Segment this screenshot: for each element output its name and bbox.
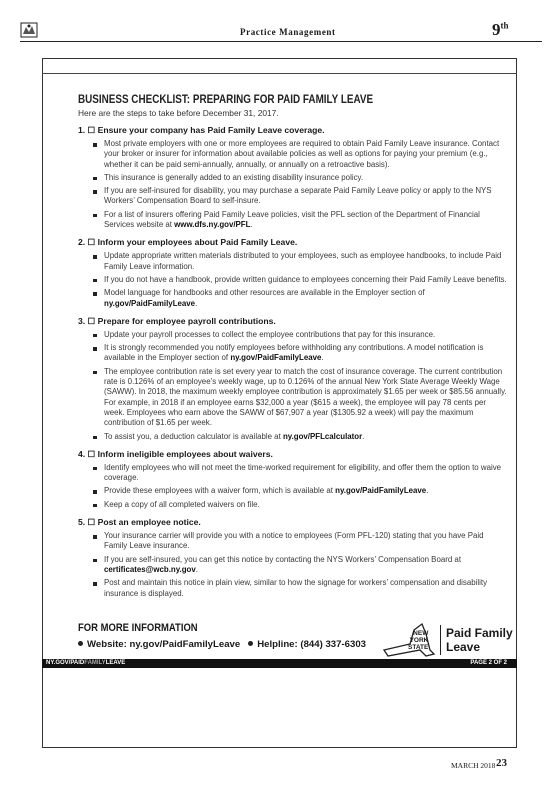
list-item: Update your payroll processes to collect the employee contributions that pay for this insurance.: [104, 330, 508, 340]
list-item: If you are self-insured for disability, you may purchase a separate Paid Family Leave policy or apply to the NYS Workers’ Compensation Board to self-insure.: [104, 186, 508, 207]
bullet-list: [78, 531, 508, 599]
bullet-list: [78, 330, 508, 442]
list-item: If you are self-insured, you can get this notice by contacting the NYS Workers’ Compensation Board at certificates@wcb.ny.gov.: [104, 555, 508, 576]
section-heading: 4. ☐ Inform ineligible employees about waivers.: [78, 448, 273, 459]
list-item: Keep a copy of all completed waivers on file.: [104, 500, 508, 510]
contact-line: [78, 639, 366, 650]
bullet-list: [78, 139, 508, 230]
list-item: To assist you, a deduction calculator is available at ny.gov/PFLcalculator.: [104, 432, 508, 442]
checklist-sections: [78, 125, 508, 599]
checklist-section: [78, 237, 508, 308]
footer-bar: [42, 659, 517, 668]
bullet-icon: [248, 641, 253, 646]
list-item: For a list of insurers offering Paid Family Leave policies, visit the PFL section of the Department of Financial Services website at www.dfs.ny.gov/PFL.: [104, 210, 508, 231]
more-info: [78, 622, 366, 650]
list-item: This insurance is generally added to an existing disability insurance policy.: [104, 173, 508, 183]
resource-link[interactable]: ny.gov/PaidFamilyLeave: [230, 353, 322, 363]
list-item: Your insurance carrier will provide you with a notice to employees (Form PFL-120) stating that you have Paid Family Leave insurance.: [104, 531, 508, 552]
resource-link[interactable]: ny.gov/PFLcalculator: [282, 431, 363, 441]
page-number: 23: [496, 757, 507, 769]
resource-link[interactable]: ny.gov/PaidFamilyLeave: [104, 298, 196, 308]
bar-url: NY.GOV/PAIDFAMILYLEAVE: [46, 660, 126, 666]
helpline: Helpline: (844) 337-6303: [257, 639, 366, 650]
section-heading: 3. ☐ Prepare for employee payroll contributions.: [78, 315, 276, 326]
list-item: Update appropriate written materials distributed to your employees, such as employee handbooks, to include Paid Family Leave information.: [104, 251, 508, 272]
bar-page: PAGE 2 OF 2: [470, 660, 507, 666]
checklist: [78, 94, 508, 602]
checklist-section: [78, 449, 508, 510]
logo-divider: [440, 625, 441, 655]
resource-link[interactable]: www.dfs.ny.gov/PFL: [174, 220, 251, 230]
list-item: The employee contribution rate is set every year to match the cost of insurance coverage. The current contribution rate is 0.126% of an employee’s weekly wage, up to 0.126% of the annual New York State Average Weekly Wage (SAWW). In 2018, the maximum weekly employee contribution is approximately $1.65 per week or $85.56 annually. For example, in 2018 if an employee earns $32,000 a year ($615 a week), the employee will pay 78 cents per week. Employees who earn above the SAWW of $67,907 a year ($1305.92 a week) will pay the maximum contribution of $1.65 per week.: [104, 366, 507, 428]
checklist-section: [78, 125, 508, 230]
list-item: Identify employees who will not meet the time-worked requirement for eligibility, and offer them the option to waive coverage.: [104, 463, 508, 484]
checklist-title: BUSINESS CHECKLIST: PREPARING FOR PAID FAMILY LEAVE: [78, 94, 374, 106]
new-york-state-wordmark: NEW YORK STATE: [408, 630, 429, 651]
bullet-list: [78, 251, 508, 308]
resource-link[interactable]: ny.gov/PaidFamilyLeave: [335, 486, 427, 496]
frame-top-rule: [42, 73, 517, 74]
more-info-title: FOR MORE INFORMATION: [78, 622, 198, 634]
list-item: Most private employers with one or more employees are required to obtain Paid Family Leave insurance. Contact your broker or insurer for information about available policies as well as options for paying your premium (e.g., whether it can be paid semi-annually, annually, or annually on a retroactive basis).: [104, 139, 508, 170]
list-item: It is strongly recommended you notify employees before withholding any contributions. A model notification is available in the Employer section of ny.gov/PaidFamilyLeave.: [104, 343, 508, 364]
section-heading: 1. ☐ Ensure your company has Paid Family Leave coverage.: [78, 125, 325, 135]
bullet-icon: [78, 641, 83, 646]
list-item: Post and maintain this notice in plain view, similar to how the signage for workers’ compensation and disability insurance is displayed.: [104, 578, 508, 599]
header-rule: [20, 41, 542, 42]
section-heading: 2. ☐ Inform your employees about Paid Family Leave.: [78, 237, 298, 248]
list-item: Model language for handbooks and other resources are available in the Employer section of ny.gov/PaidFamilyLeave.: [104, 288, 508, 309]
section-heading: 5. ☐ Post an employee notice.: [78, 517, 201, 528]
resource-link[interactable]: certificates@wcb.ny.gov: [104, 564, 196, 574]
list-item: Provide these employees with a waiver form, which is available at ny.gov/PaidFamilyLeave.: [104, 486, 508, 496]
pfl-logo: Paid Family Leave: [446, 626, 513, 654]
checklist-section: [78, 316, 508, 442]
bullet-list: [78, 463, 508, 510]
header-page-number: 9th: [492, 20, 509, 39]
website-link[interactable]: Website: ny.gov/PaidFamilyLeave: [87, 639, 241, 650]
issue-date: MARCH 2018: [451, 761, 496, 770]
section-title: Practice Management: [240, 27, 336, 37]
checklist-section: [78, 517, 508, 599]
society-seal-icon: [20, 22, 38, 38]
checklist-intro: Here are the steps to take before December 31, 2017.: [78, 108, 279, 118]
list-item: If you do not have a handbook, provide written guidance to employees concerning their Paid Family Leave benefits.: [104, 274, 507, 284]
